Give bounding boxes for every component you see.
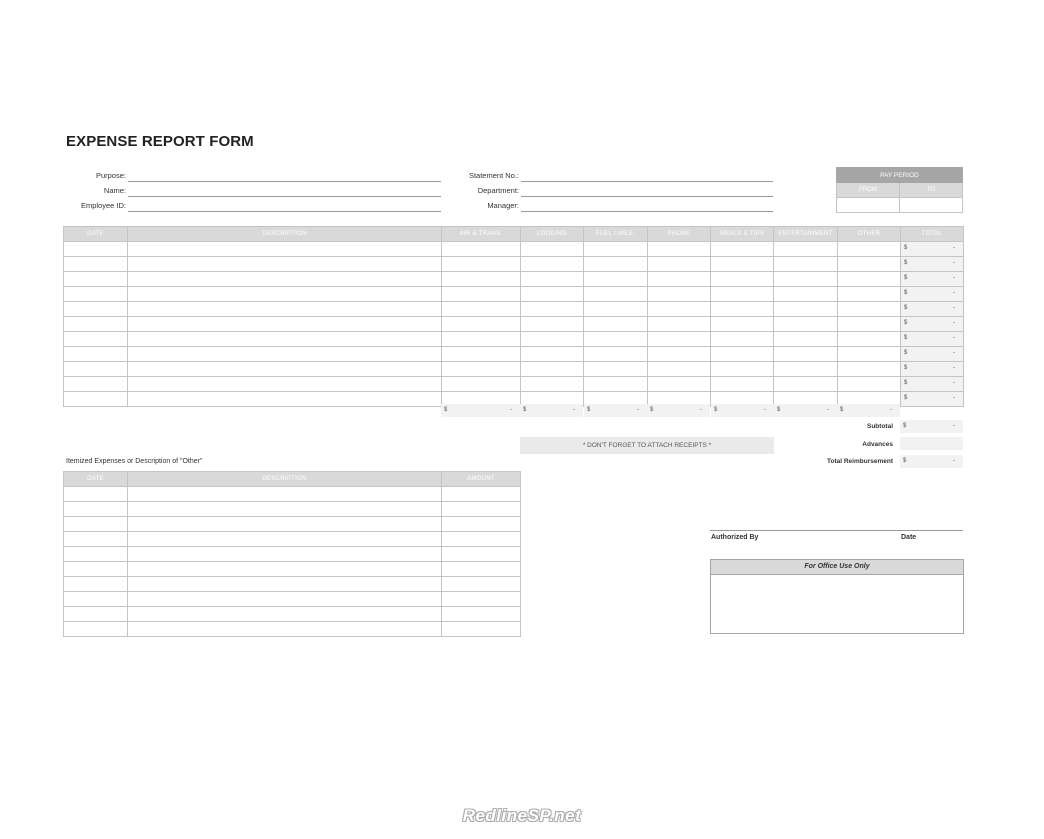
expense-cell[interactable]: [774, 302, 838, 317]
expense-cell[interactable]: [64, 377, 128, 392]
currency-symbol: $: [904, 290, 908, 296]
pay-period-to-header: TO: [900, 183, 963, 198]
expense-cell[interactable]: [838, 287, 901, 302]
column-sum-value: -: [510, 407, 512, 413]
expense-cell[interactable]: [128, 242, 442, 257]
expense-cell[interactable]: [521, 272, 584, 287]
expense-cell[interactable]: [711, 302, 774, 317]
expense-col-header: OTHER: [838, 227, 901, 242]
currency-symbol: $: [904, 380, 908, 386]
expense-row: [64, 377, 964, 392]
expense-col-header: PHONE: [648, 227, 711, 242]
expense-cell[interactable]: [774, 242, 838, 257]
manager-field[interactable]: [521, 211, 773, 212]
expense-cell[interactable]: [648, 347, 711, 362]
column-sum-cell: [441, 404, 520, 417]
column-sum-cell: [711, 404, 774, 417]
department-label: Department:: [477, 186, 519, 195]
expense-row: [64, 332, 964, 347]
itemized-cell[interactable]: [128, 622, 442, 637]
expense-cell[interactable]: [442, 347, 521, 362]
column-sum-value: -: [764, 407, 766, 413]
expense-cell[interactable]: [838, 377, 901, 392]
expense-cell[interactable]: [64, 272, 128, 287]
itemized-cell[interactable]: [442, 562, 521, 577]
itemized-row: [64, 622, 521, 637]
row-total-value: -: [953, 260, 955, 266]
itemized-cell[interactable]: [128, 502, 442, 517]
expense-cell[interactable]: [584, 347, 648, 362]
column-sum-cell: [520, 404, 583, 417]
expense-cell[interactable]: [838, 317, 901, 332]
itemized-cell[interactable]: [128, 517, 442, 532]
row-total-value: -: [953, 290, 955, 296]
row-total-cell: [901, 302, 964, 317]
expense-cell[interactable]: [648, 287, 711, 302]
purpose-field[interactable]: [128, 181, 441, 182]
expense-cell[interactable]: [648, 377, 711, 392]
expense-cell[interactable]: [838, 272, 901, 287]
currency-symbol: $: [444, 407, 448, 413]
expense-cell[interactable]: [584, 272, 648, 287]
column-sum-cell: [837, 404, 900, 417]
expense-cell[interactable]: [711, 257, 774, 272]
name-label: Name:: [103, 186, 126, 195]
expense-cell[interactable]: [711, 332, 774, 347]
expense-cell[interactable]: [648, 302, 711, 317]
currency-symbol: $: [904, 320, 908, 326]
pay-period-table: [836, 167, 963, 213]
itemized-cell[interactable]: [64, 502, 128, 517]
expense-cell[interactable]: [584, 317, 648, 332]
itemized-col-header: AMOUNT: [442, 472, 521, 487]
currency-symbol: $: [904, 395, 908, 401]
itemized-cell[interactable]: [64, 562, 128, 577]
itemized-cell[interactable]: [64, 607, 128, 622]
currency-symbol: $: [904, 305, 908, 311]
row-total-value: -: [953, 365, 955, 371]
employee-id-field[interactable]: [128, 211, 441, 212]
expense-cell[interactable]: [64, 242, 128, 257]
watermark: RedlineSP.net: [462, 806, 582, 825]
statement-no-field[interactable]: [521, 181, 773, 182]
expense-cell[interactable]: [774, 377, 838, 392]
expense-cell[interactable]: [442, 242, 521, 257]
subtotal-value: $ -: [900, 420, 963, 433]
expense-cell[interactable]: [521, 287, 584, 302]
expense-cell[interactable]: [442, 332, 521, 347]
expense-cell[interactable]: [521, 362, 584, 377]
itemized-cell[interactable]: [442, 607, 521, 622]
expense-cell[interactable]: [521, 347, 584, 362]
expense-table: [63, 226, 964, 407]
currency-symbol: $: [904, 260, 908, 266]
expense-cell[interactable]: [584, 287, 648, 302]
expense-cell[interactable]: [774, 257, 838, 272]
itemized-row: [64, 487, 521, 502]
itemized-cell[interactable]: [442, 547, 521, 562]
column-sum-value: -: [637, 407, 639, 413]
itemized-row: [64, 592, 521, 607]
authorized-by-label: Authorized By: [711, 534, 759, 541]
expense-cell[interactable]: [648, 317, 711, 332]
column-sum-value: -: [573, 407, 575, 413]
column-sum-value: -: [890, 407, 892, 413]
expense-cell[interactable]: [442, 302, 521, 317]
itemized-cell[interactable]: [128, 547, 442, 562]
expense-cell[interactable]: [128, 377, 442, 392]
row-total-cell: [901, 317, 964, 332]
currency-symbol: $: [904, 365, 908, 371]
expense-row: [64, 362, 964, 377]
itemized-label: Itemized Expenses or Description of "Other": [66, 458, 203, 465]
expense-table-header: [64, 227, 964, 242]
pay-period-from-header: FROM: [837, 183, 900, 198]
column-sum-cell: [647, 404, 710, 417]
advances-value[interactable]: [900, 437, 963, 450]
subtotal-label: Subtotal: [867, 423, 893, 430]
itemized-cell[interactable]: [64, 517, 128, 532]
itemized-cell[interactable]: [128, 592, 442, 607]
expense-cell[interactable]: [442, 287, 521, 302]
row-total-cell: [901, 392, 964, 407]
expense-row: [64, 347, 964, 362]
itemized-cell[interactable]: [64, 532, 128, 547]
expense-cell[interactable]: [838, 257, 901, 272]
expense-row: [64, 317, 964, 332]
expense-cell[interactable]: [442, 362, 521, 377]
expense-cell[interactable]: [64, 317, 128, 332]
currency-symbol: $: [904, 335, 908, 341]
row-total-value: -: [953, 380, 955, 386]
expense-cell[interactable]: [584, 242, 648, 257]
expense-cell[interactable]: [64, 362, 128, 377]
itemized-cell[interactable]: [442, 532, 521, 547]
expense-cell[interactable]: [838, 242, 901, 257]
expense-col-header: AIR & TRANS.: [442, 227, 521, 242]
expense-cell[interactable]: [64, 347, 128, 362]
itemized-cell[interactable]: [128, 577, 442, 592]
expense-cell[interactable]: [584, 302, 648, 317]
statement-no-label: Statement No.:: [468, 171, 519, 180]
expense-col-header: DATE: [64, 227, 128, 242]
office-use-title: For Office Use Only: [711, 560, 963, 575]
row-total-value: -: [953, 395, 955, 401]
expense-col-header: FUEL / MILE.: [584, 227, 648, 242]
pay-period-title: PAY PERIOD: [837, 168, 963, 183]
expense-cell[interactable]: [648, 362, 711, 377]
expense-cell[interactable]: [711, 272, 774, 287]
expense-cell[interactable]: [128, 272, 442, 287]
expense-cell[interactable]: [711, 287, 774, 302]
row-total-cell: [901, 272, 964, 287]
column-sum-value: -: [700, 407, 702, 413]
currency-symbol: $: [840, 407, 844, 413]
expense-cell[interactable]: [711, 377, 774, 392]
expense-col-header: MEALS & TIPS: [711, 227, 774, 242]
office-use-box: [710, 559, 964, 634]
expense-cell[interactable]: [64, 392, 128, 407]
expense-cell[interactable]: [774, 347, 838, 362]
itemized-cell[interactable]: [64, 547, 128, 562]
expense-cell[interactable]: [128, 302, 442, 317]
name-field[interactable]: [128, 196, 441, 197]
authorization-line[interactable]: [710, 530, 963, 531]
row-total-value: -: [953, 350, 955, 356]
expense-cell[interactable]: [521, 317, 584, 332]
itemized-cell[interactable]: [64, 487, 128, 502]
manager-label: Manager:: [487, 201, 519, 210]
expense-cell[interactable]: [584, 362, 648, 377]
itemized-cell[interactable]: [64, 577, 128, 592]
expense-cell[interactable]: [648, 272, 711, 287]
expense-cell[interactable]: [128, 257, 442, 272]
expense-cell[interactable]: [128, 332, 442, 347]
expense-cell[interactable]: [774, 317, 838, 332]
pay-period-to-cell[interactable]: [900, 198, 963, 213]
itemized-row: [64, 532, 521, 547]
itemized-row: [64, 562, 521, 577]
expense-row: [64, 257, 964, 272]
expense-col-header: DESCRIPTION: [128, 227, 442, 242]
attach-receipts-reminder: * DON'T FORGET TO ATTACH RECEIPTS *: [520, 437, 774, 454]
expense-cell[interactable]: [442, 257, 521, 272]
itemized-row: [64, 547, 521, 562]
expense-col-header: TOTAL: [901, 227, 964, 242]
expense-row: [64, 302, 964, 317]
expense-cell[interactable]: [648, 332, 711, 347]
expense-cell[interactable]: [838, 332, 901, 347]
expense-cell[interactable]: [64, 287, 128, 302]
expense-cell[interactable]: [128, 347, 442, 362]
itemized-cell[interactable]: [442, 622, 521, 637]
total-reimbursement-label: Total Reimbursement: [827, 458, 893, 465]
expense-cell[interactable]: [648, 242, 711, 257]
itemized-cell[interactable]: [64, 622, 128, 637]
itemized-row: [64, 517, 521, 532]
expense-cell[interactable]: [838, 347, 901, 362]
row-total-cell: [901, 332, 964, 347]
expense-cell[interactable]: [521, 242, 584, 257]
row-total-value: -: [953, 335, 955, 341]
column-sum-cell: [774, 404, 837, 417]
row-total-value: -: [953, 320, 955, 326]
expense-cell[interactable]: [128, 362, 442, 377]
expense-cell[interactable]: [584, 332, 648, 347]
expense-row: [64, 242, 964, 257]
expense-cell[interactable]: [711, 347, 774, 362]
currency-symbol: $: [714, 407, 718, 413]
pay-period-from-cell[interactable]: [837, 198, 900, 213]
page-title: EXPENSE REPORT FORM: [66, 133, 254, 150]
currency-symbol: $: [904, 245, 908, 251]
expense-cell[interactable]: [64, 302, 128, 317]
itemized-cell[interactable]: [64, 592, 128, 607]
expense-cell[interactable]: [711, 362, 774, 377]
expense-cell[interactable]: [711, 317, 774, 332]
advances-label: Advances: [862, 441, 893, 448]
itemized-cell[interactable]: [128, 532, 442, 547]
currency-symbol: $: [904, 275, 908, 281]
expense-cell[interactable]: [64, 257, 128, 272]
itemized-col-header: DATE: [64, 472, 128, 487]
expense-cell[interactable]: [442, 272, 521, 287]
expense-col-header: ENTERTAINMENT: [774, 227, 838, 242]
expense-col-header: LODGING: [521, 227, 584, 242]
column-sum-cell: [584, 404, 647, 417]
row-total-cell: [901, 242, 964, 257]
row-total-cell: [901, 257, 964, 272]
currency-symbol: $: [587, 407, 591, 413]
itemized-cell[interactable]: [442, 517, 521, 532]
expense-cell[interactable]: [521, 332, 584, 347]
itemized-cell[interactable]: [128, 607, 442, 622]
expense-cell[interactable]: [128, 287, 442, 302]
expense-cell[interactable]: [442, 317, 521, 332]
date-label: Date: [901, 534, 917, 541]
expense-row: [64, 287, 964, 302]
total-reimbursement-value: $ -: [900, 455, 963, 468]
department-field[interactable]: [521, 196, 773, 197]
column-sum-value: -: [827, 407, 829, 413]
expense-cell[interactable]: [711, 242, 774, 257]
currency-symbol: $: [523, 407, 527, 413]
expense-cell[interactable]: [774, 332, 838, 347]
currency-symbol: $: [777, 407, 781, 413]
itemized-row: [64, 577, 521, 592]
expense-cell[interactable]: [584, 257, 648, 272]
expense-cell[interactable]: [774, 362, 838, 377]
itemized-row: [64, 502, 521, 517]
row-total-cell: [901, 287, 964, 302]
expense-cell[interactable]: [521, 377, 584, 392]
expense-cell[interactable]: [128, 317, 442, 332]
expense-cell[interactable]: [838, 362, 901, 377]
currency-symbol: $: [904, 350, 908, 356]
itemized-cell[interactable]: [128, 487, 442, 502]
row-total-cell: [901, 347, 964, 362]
itemized-cell[interactable]: [442, 577, 521, 592]
itemized-table: [63, 471, 521, 637]
itemized-col-header: DESCRIPTION: [128, 472, 442, 487]
expense-cell[interactable]: [521, 257, 584, 272]
expense-cell[interactable]: [774, 287, 838, 302]
row-total-value: -: [953, 275, 955, 281]
row-total-cell: [901, 377, 964, 392]
expense-cell[interactable]: [774, 272, 838, 287]
expense-cell[interactable]: [128, 392, 442, 407]
currency-symbol: $: [650, 407, 654, 413]
row-total-value: -: [953, 305, 955, 311]
expense-cell[interactable]: [521, 302, 584, 317]
itemized-row: [64, 607, 521, 622]
expense-cell[interactable]: [838, 302, 901, 317]
expense-cell[interactable]: [584, 377, 648, 392]
row-total-cell: [901, 362, 964, 377]
employee-id-label: Employee ID:: [80, 201, 126, 210]
expense-cell[interactable]: [64, 332, 128, 347]
itemized-cell[interactable]: [442, 592, 521, 607]
expense-cell[interactable]: [442, 377, 521, 392]
itemized-table-header: [64, 472, 521, 487]
row-total-value: -: [953, 245, 955, 251]
purpose-label: Purpose:: [95, 171, 126, 180]
expense-row: [64, 272, 964, 287]
itemized-cell[interactable]: [128, 562, 442, 577]
itemized-cell[interactable]: [442, 502, 521, 517]
expense-cell[interactable]: [648, 257, 711, 272]
itemized-cell[interactable]: [442, 487, 521, 502]
